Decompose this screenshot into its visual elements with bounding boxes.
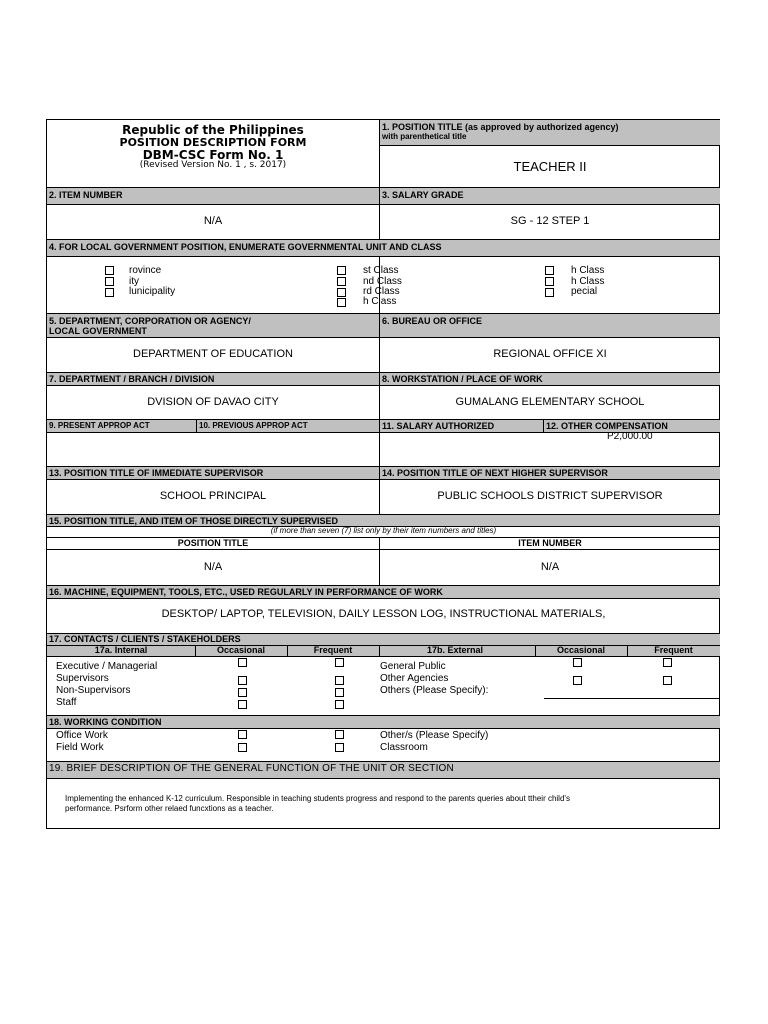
other-agencies-frequent-checkbox[interactable] (663, 676, 672, 685)
municipality-checkbox[interactable] (105, 288, 114, 297)
city-label: ity (129, 276, 139, 287)
staff-frequent-checkbox[interactable] (335, 700, 344, 709)
general-function-label: 19. BRIEF DESCRIPTION OF THE GENERAL FUNCTION OF THE UNIT OR SECTION (47, 762, 720, 778)
internal-occasional-header: Occasional (216, 645, 266, 655)
supervisors-frequent-checkbox[interactable] (335, 676, 344, 685)
position-title-label-a: 1. POSITION TITLE (as approved by authorized agency) (382, 122, 619, 132)
directly-supervised-label: 15. POSITION TITLE, AND ITEM OF THOSE DIRECTLY SUPERVISED (47, 515, 720, 526)
province-checkbox[interactable] (105, 266, 114, 275)
province-label: rovince (129, 265, 162, 276)
fourth-class-label: h Class (363, 296, 397, 307)
others-specify-label: Others (Please Specify): (380, 685, 489, 696)
office-work-label: Office Work (56, 730, 108, 741)
staff-label: Staff (56, 697, 77, 708)
department-agency-label (47, 314, 379, 337)
position-title-label (380, 120, 720, 145)
non-supervisors-label: Non-Supervisors (56, 685, 131, 696)
header-revision: (Revised Version No. 1 , s. 2017) (139, 160, 287, 170)
contacts-label: 17. CONTACTS / CLIENTS / STAKEHOLDERS (47, 634, 720, 645)
header-republic: Republic of the Philippines (122, 123, 304, 137)
external-occasional-header: Occasional (556, 645, 606, 655)
classroom-label: Classroom (380, 742, 428, 753)
fifth-class-checkbox[interactable] (545, 266, 554, 275)
previous-approp-act-label: 10. PREVIOUS APPROP ACT (197, 420, 379, 432)
non-supervisors-occasional-checkbox[interactable] (238, 688, 247, 697)
present-approp-act-label: 9. PRESENT APPROP ACT (47, 420, 196, 432)
field-work-frequent-checkbox[interactable] (335, 743, 344, 752)
item-number-column-header: ITEM NUMBER (518, 538, 582, 548)
division-label: 7. DEPARTMENT / BRANCH / DIVISION (47, 373, 379, 385)
bureau-office-label: 6. BUREAU OR OFFICE (380, 314, 720, 337)
third-class-label: rd Class (363, 286, 400, 297)
department-agency-label-a: 5. DEPARTMENT, CORPORATION OR AGENCY/ (49, 316, 251, 326)
salary-authorized-label: 11. SALARY AUTHORIZED (380, 420, 543, 432)
external-header: 17b. External (426, 645, 484, 655)
internal-header: 17a. Internal (94, 645, 148, 655)
first-class-label: st Class (363, 265, 399, 276)
city-checkbox[interactable] (105, 277, 114, 286)
supervisors-occasional-checkbox[interactable] (238, 676, 247, 685)
workstation-value[interactable]: GUMALANG ELEMENTARY SCHOOL (455, 396, 645, 408)
external-frequent-header: Frequent (654, 645, 693, 655)
position-title-label-b: with parenthetical title (382, 132, 467, 141)
other-compensation-value[interactable]: P2,000.00 (607, 431, 653, 442)
salary-grade-label: 3. SALARY GRADE (380, 188, 720, 204)
other-agencies-label: Other Agencies (380, 673, 449, 684)
office-work-frequent-checkbox[interactable] (335, 730, 344, 739)
general-public-frequent-checkbox[interactable] (663, 658, 672, 667)
second-class-label: nd Class (363, 276, 402, 287)
item-number-label: 2. ITEM NUMBER (47, 188, 379, 204)
others-specify-line (544, 698, 720, 699)
header-form-title: POSITION DESCRIPTION FORM (119, 136, 307, 149)
third-class-checkbox[interactable] (337, 288, 346, 297)
workstation-label: 8. WORKSTATION / PLACE OF WORK (380, 373, 720, 385)
general-public-occasional-checkbox[interactable] (573, 658, 582, 667)
immediate-supervisor-label: 13. POSITION TITLE OF IMMEDIATE SUPERVISOR (47, 467, 379, 479)
sixth-class-label: h Class (571, 276, 605, 287)
supervised-item-number-value[interactable]: N/A (540, 561, 560, 573)
others-please-specify-label: Other/s (Please Specify) (380, 730, 489, 741)
header-form-number: DBM-CSC Form No. 1 (142, 148, 284, 162)
sixth-class-checkbox[interactable] (545, 277, 554, 286)
municipality-label: lunicipality (129, 286, 176, 297)
position-title-value[interactable]: TEACHER II (513, 159, 587, 174)
non-supervisors-frequent-checkbox[interactable] (335, 688, 344, 697)
department-agency-label-b: LOCAL GOVERNMENT (49, 326, 147, 336)
office-work-occasional-checkbox[interactable] (238, 730, 247, 739)
fourth-class-checkbox[interactable] (337, 298, 346, 307)
special-label: pecial (571, 286, 598, 297)
local-government-label: 4. FOR LOCAL GOVERNMENT POSITION, ENUMERATE GOVERNMENTAL UNIT AND CLASS (47, 240, 720, 256)
bureau-office-value[interactable]: REGIONAL OFFICE XI (493, 348, 607, 360)
first-class-checkbox[interactable] (337, 266, 346, 275)
item-number-value[interactable]: N/A (203, 215, 223, 227)
department-agency-value[interactable]: DEPARTMENT OF EDUCATION (133, 348, 293, 360)
general-public-label: General Public (380, 661, 446, 672)
next-higher-supervisor-label: 14. POSITION TITLE OF NEXT HIGHER SUPERVISOR (380, 467, 720, 479)
next-higher-supervisor-value[interactable]: PUBLIC SCHOOLS DISTRICT SUPERVISOR (437, 490, 663, 502)
salary-grade-value[interactable]: SG - 12 STEP 1 (510, 215, 590, 227)
field-work-occasional-checkbox[interactable] (238, 743, 247, 752)
executive-managerial-label: Executive / Managerial (56, 661, 158, 672)
internal-frequent-header: Frequent (313, 645, 353, 655)
other-agencies-occasional-checkbox[interactable] (573, 676, 582, 685)
general-function-line-1[interactable]: Implementing the enhanced K-12 curriculum. Responsible in teaching students progress and respond to the parents queries about ttheir child's (65, 794, 570, 803)
immediate-supervisor-value[interactable]: SCHOOL PRINCIPAL (159, 490, 267, 502)
staff-occasional-checkbox[interactable] (238, 700, 247, 709)
supervisors-label: Supervisors (56, 673, 109, 684)
working-condition-label: 18. WORKING CONDITION (47, 716, 720, 728)
equipment-label: 16. MACHINE, EQUIPMENT, TOOLS, ETC., USED REGULARLY IN PERFORMANCE OF WORK (47, 586, 720, 598)
general-function-line-2[interactable]: performance. Psrform other relaed funcxtions as a teacher. (65, 804, 274, 813)
fifth-class-label: h Class (571, 265, 605, 276)
equipment-value[interactable]: DESKTOP/ LAPTOP, TELEVISION, DAILY LESSON LOG, INSTRUCTIONAL MATERIALS, (161, 608, 606, 620)
executive-occasional-checkbox[interactable] (238, 658, 247, 667)
division-value[interactable]: DVISION OF DAVAO CITY (147, 396, 279, 408)
position-description-form (46, 119, 720, 829)
second-class-checkbox[interactable] (337, 277, 346, 286)
special-checkbox[interactable] (545, 288, 554, 297)
executive-frequent-checkbox[interactable] (335, 658, 344, 667)
field-work-label: Field Work (56, 742, 104, 753)
supervised-position-title-value[interactable]: N/A (203, 561, 223, 573)
other-compensation-label: 12. OTHER COMPENSATION (544, 420, 720, 432)
directly-supervised-note: (if more than seven (7) list only by their item numbers and titles) (270, 526, 497, 535)
position-title-column-header: POSITION TITLE (177, 538, 249, 548)
